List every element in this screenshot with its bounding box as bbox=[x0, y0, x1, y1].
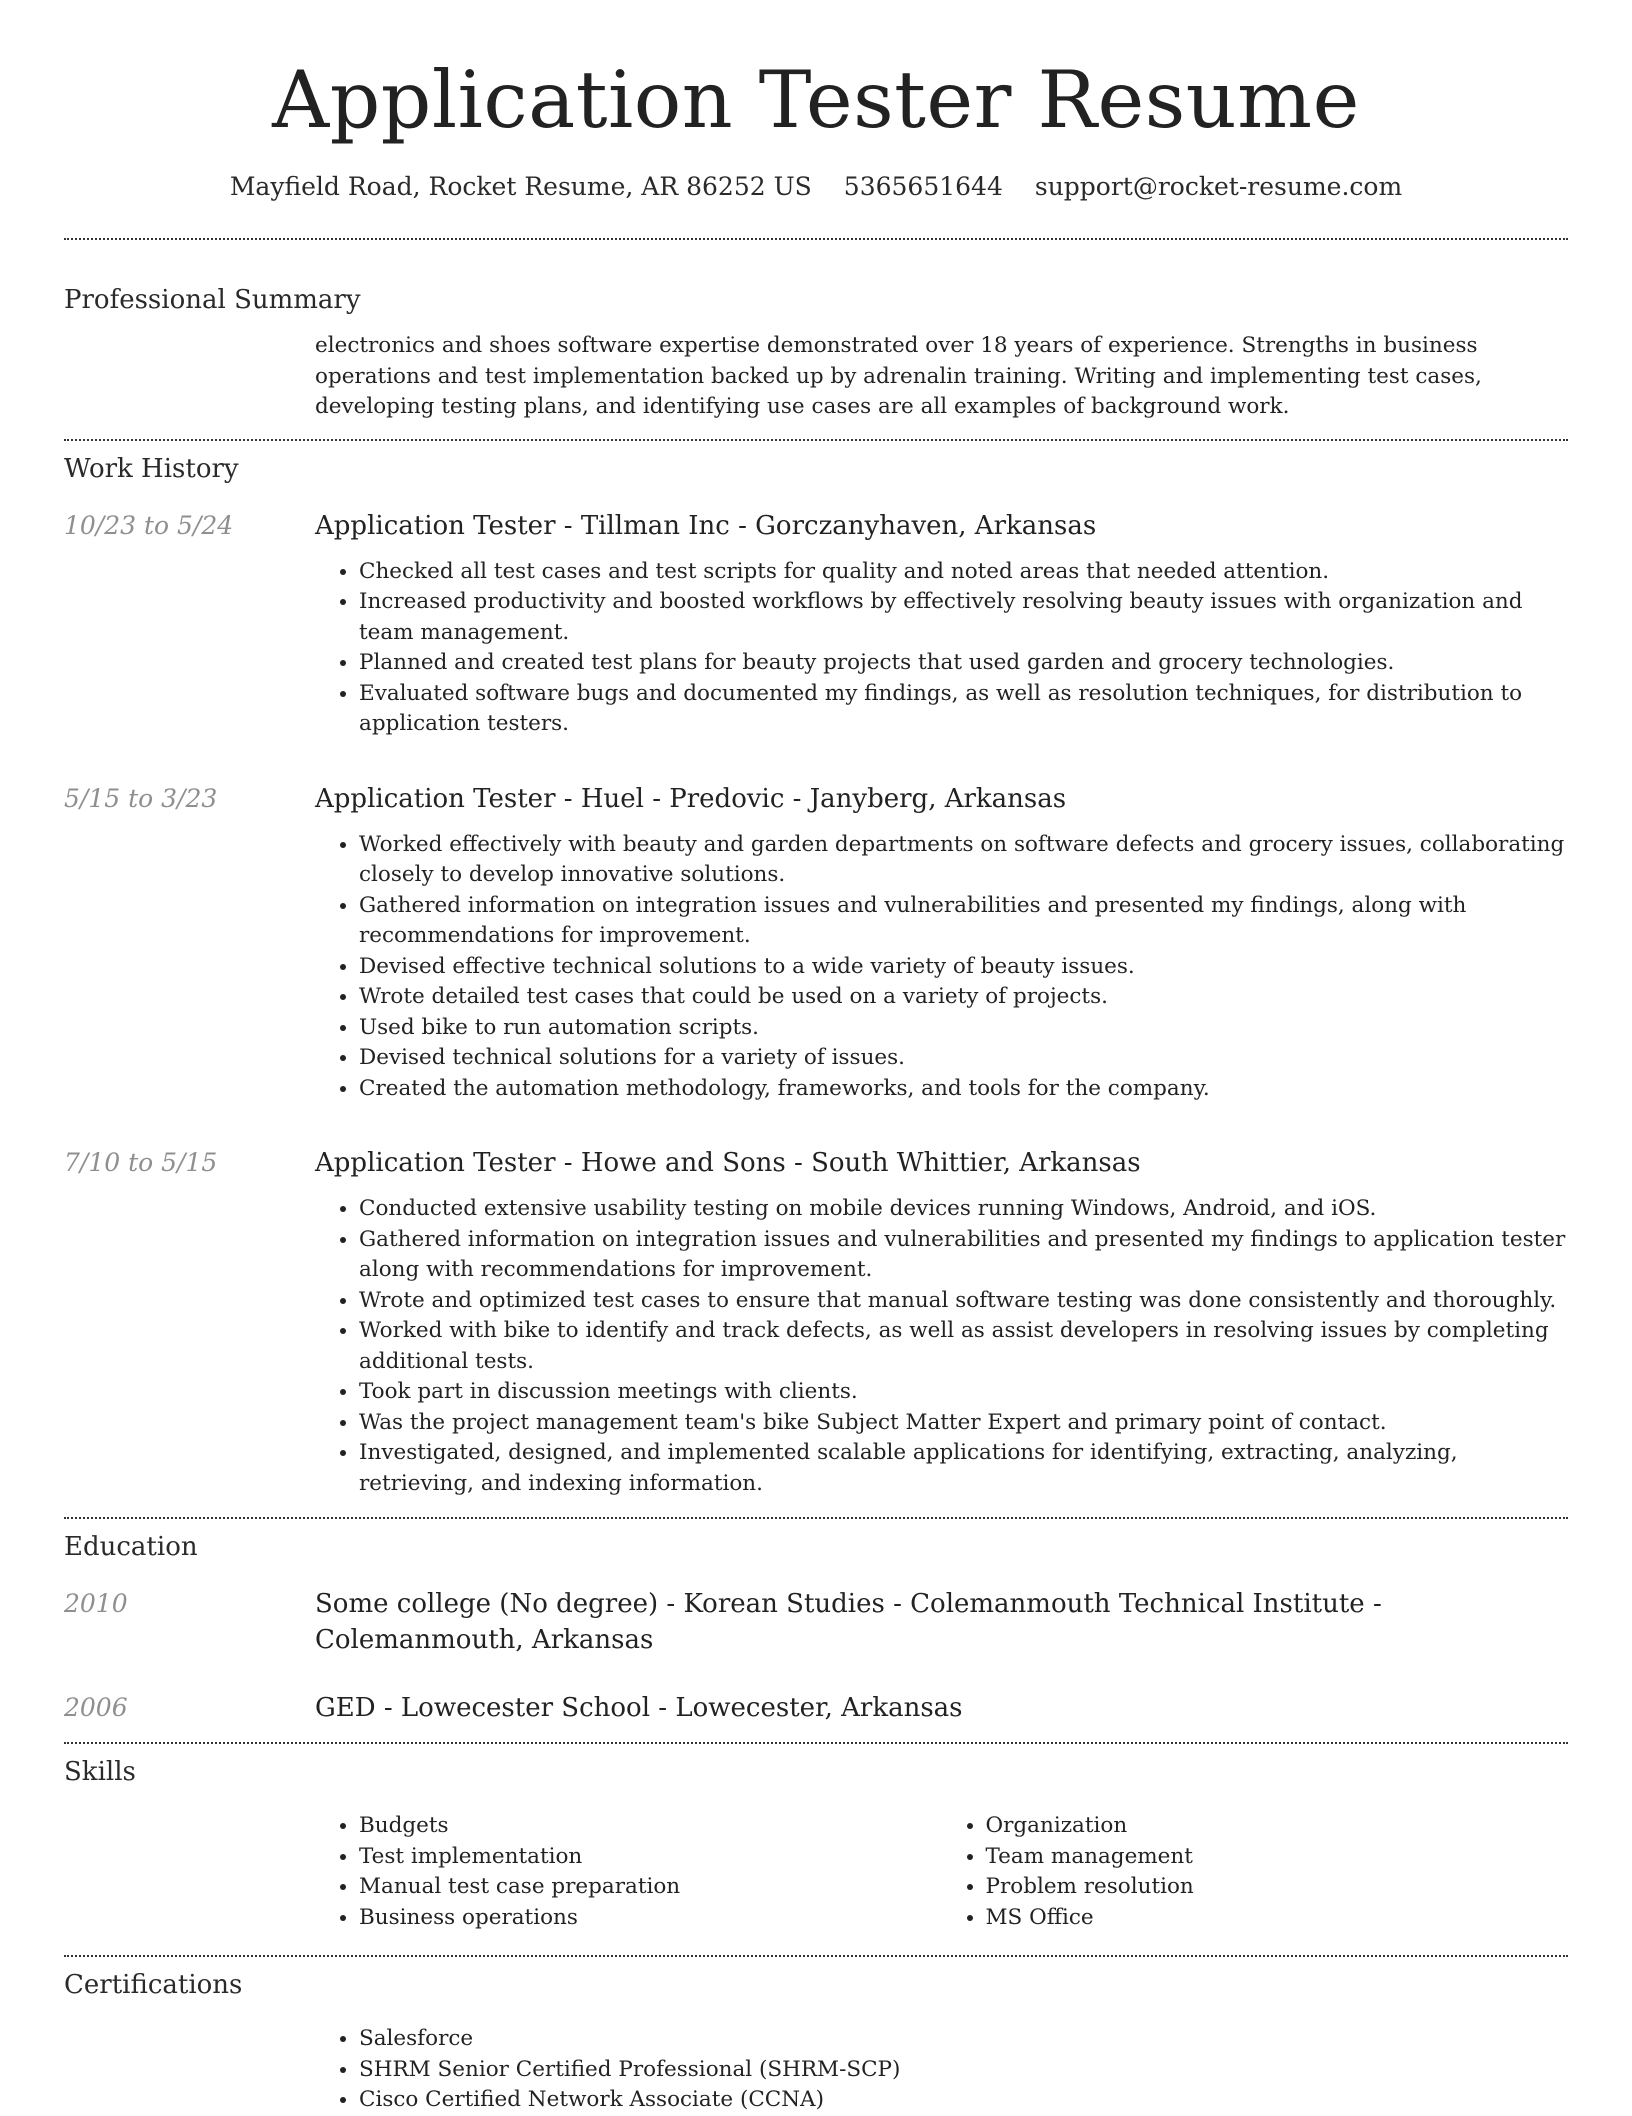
contact-phone: 5365651644 bbox=[843, 172, 1003, 201]
education-year: 2006 bbox=[64, 1693, 128, 1722]
job-entry bbox=[64, 781, 1568, 1105]
skill-item: • Problem resolution bbox=[986, 1872, 1569, 1903]
resume-title: Application Tester Resume bbox=[272, 54, 1360, 146]
certifications-list bbox=[315, 2024, 1568, 2116]
education-year: 2010 bbox=[64, 1589, 128, 1618]
certification-item: • Salesforce bbox=[359, 2024, 1568, 2055]
job-bullets bbox=[315, 830, 1568, 1105]
job-bullet: • Gathered information on integration issues and vulnerabilities and presented my findings to application tester along with recommendations for improvement. bbox=[359, 1225, 1568, 1286]
contact-email: support@rocket-resume.com bbox=[1034, 172, 1403, 201]
education-title: GED - Lowecester School - Lowecester, Arkansas bbox=[315, 1693, 963, 1723]
skills-list-left bbox=[315, 1811, 942, 1933]
job-bullet: • Took part in discussion meetings with clients. bbox=[359, 1377, 1568, 1408]
job-entry bbox=[64, 508, 1568, 740]
skill-item: • Organization bbox=[986, 1811, 1569, 1842]
section-divider bbox=[64, 1955, 1568, 1957]
education-heading: Education bbox=[64, 1532, 198, 1562]
skills-section bbox=[64, 1755, 1568, 1933]
work-history-heading: Work History bbox=[64, 453, 239, 484]
education-title: Some college (No degree) - Korean Studies - Colemanmouth Technical Institute - Colemanmouth, Arkansas bbox=[315, 1589, 1382, 1655]
job-bullet: • Created the automation methodology, frameworks, and tools for the company. bbox=[359, 1074, 1568, 1105]
job-bullet: • Evaluated software bugs and documented my findings, as well as resolution techniques, for distribution to application testers. bbox=[359, 679, 1568, 740]
job-dates: 7/10 to 5/15 bbox=[64, 1148, 218, 1177]
job-bullet: • Wrote and optimized test cases to ensure that manual software testing was done consistently and thoroughly. bbox=[359, 1286, 1568, 1317]
job-title: Application Tester - Tillman Inc - Gorczanyhaven, Arkansas bbox=[315, 510, 1097, 541]
job-title: Application Tester - Huel - Predovic - Janyberg, Arkansas bbox=[315, 783, 1067, 814]
job-bullet: • Planned and created test plans for beauty projects that used garden and grocery technologies. bbox=[359, 648, 1568, 679]
job-bullets bbox=[315, 1194, 1568, 1499]
education-section bbox=[64, 1530, 1568, 1726]
skills-list-right bbox=[942, 1811, 1569, 1933]
job-bullet: • Devised technical solutions for a variety of issues. bbox=[359, 1043, 1568, 1074]
contact-address: Mayfield Road, Rocket Resume, AR 86252 US bbox=[229, 172, 812, 201]
section-divider bbox=[64, 1517, 1568, 1519]
contact-line bbox=[64, 170, 1568, 204]
job-bullet: • Increased productivity and boosted workflows by effectively resolving beauty issues with organization and team management. bbox=[359, 587, 1568, 648]
job-dates: 10/23 to 5/24 bbox=[64, 510, 234, 540]
job-bullet: • Worked with bike to identify and track defects, as well as assist developers in resolving issues by completing additional tests. bbox=[359, 1316, 1568, 1377]
job-bullets bbox=[315, 557, 1568, 740]
job-dates: 5/15 to 3/23 bbox=[64, 783, 218, 813]
job-bullet: • Gathered information on integration issues and vulnerabilities and presented my findings, along with recommendations for improvement. bbox=[359, 891, 1568, 952]
summary-section bbox=[64, 283, 1568, 423]
job-bullet: • Worked effectively with beauty and garden departments on software defects and grocery issues, collaborating closely to develop innovative solutions. bbox=[359, 830, 1568, 891]
skill-item: • Budgets bbox=[359, 1811, 942, 1842]
certification-item: • SHRM Senior Certified Professional (SHRM-SCP) bbox=[359, 2055, 1568, 2086]
skill-item: • Manual test case preparation bbox=[359, 1872, 942, 1903]
resume-page bbox=[64, 0, 1568, 2116]
job-bullet: • Used bike to run automation scripts. bbox=[359, 1013, 1568, 1044]
job-bullet: • Checked all test cases and test scripts for quality and noted areas that needed attention. bbox=[359, 557, 1568, 588]
section-divider bbox=[64, 439, 1568, 441]
job-title: Application Tester - Howe and Sons - South Whittier, Arkansas bbox=[315, 1148, 1141, 1178]
certifications-heading: Certifications bbox=[64, 1970, 243, 2000]
skill-item: • Test implementation bbox=[359, 1842, 942, 1873]
job-bullet: • Devised effective technical solutions to a wide variety of beauty issues. bbox=[359, 952, 1568, 983]
skill-item: • MS Office bbox=[986, 1903, 1569, 1934]
job-bullet: • Wrote detailed test cases that could be used on a variety of projects. bbox=[359, 982, 1568, 1013]
certification-item: • Cisco Certified Network Associate (CCNA) bbox=[359, 2085, 1568, 2116]
header-divider bbox=[64, 238, 1568, 240]
summary-heading: Professional Summary bbox=[64, 285, 361, 315]
education-entry bbox=[64, 1586, 1568, 1658]
education-entry bbox=[64, 1690, 1568, 1726]
summary-text: electronics and shoes software expertise demonstrated over 18 years of experience. Strengths in business operations and test implementation backed up by adrenalin training. Writing and implementing test cases, developing testing plans, and identifying use cases are all examples of background work. bbox=[315, 333, 1482, 419]
work-history-section bbox=[64, 452, 1568, 1500]
certifications-section bbox=[64, 1968, 1568, 2116]
skill-item: • Team management bbox=[986, 1842, 1569, 1873]
job-entry bbox=[64, 1145, 1568, 1499]
section-divider bbox=[64, 1742, 1568, 1744]
job-bullet: • Conducted extensive usability testing on mobile devices running Windows, Android, and iOS. bbox=[359, 1194, 1568, 1225]
job-bullet: • Was the project management team's bike Subject Matter Expert and primary point of contact. bbox=[359, 1408, 1568, 1439]
job-bullet: • Investigated, designed, and implemented scalable applications for identifying, extracting, analyzing, retrieving, and indexing information. bbox=[359, 1438, 1568, 1499]
skill-item: • Business operations bbox=[359, 1903, 942, 1934]
skills-heading: Skills bbox=[64, 1757, 136, 1787]
